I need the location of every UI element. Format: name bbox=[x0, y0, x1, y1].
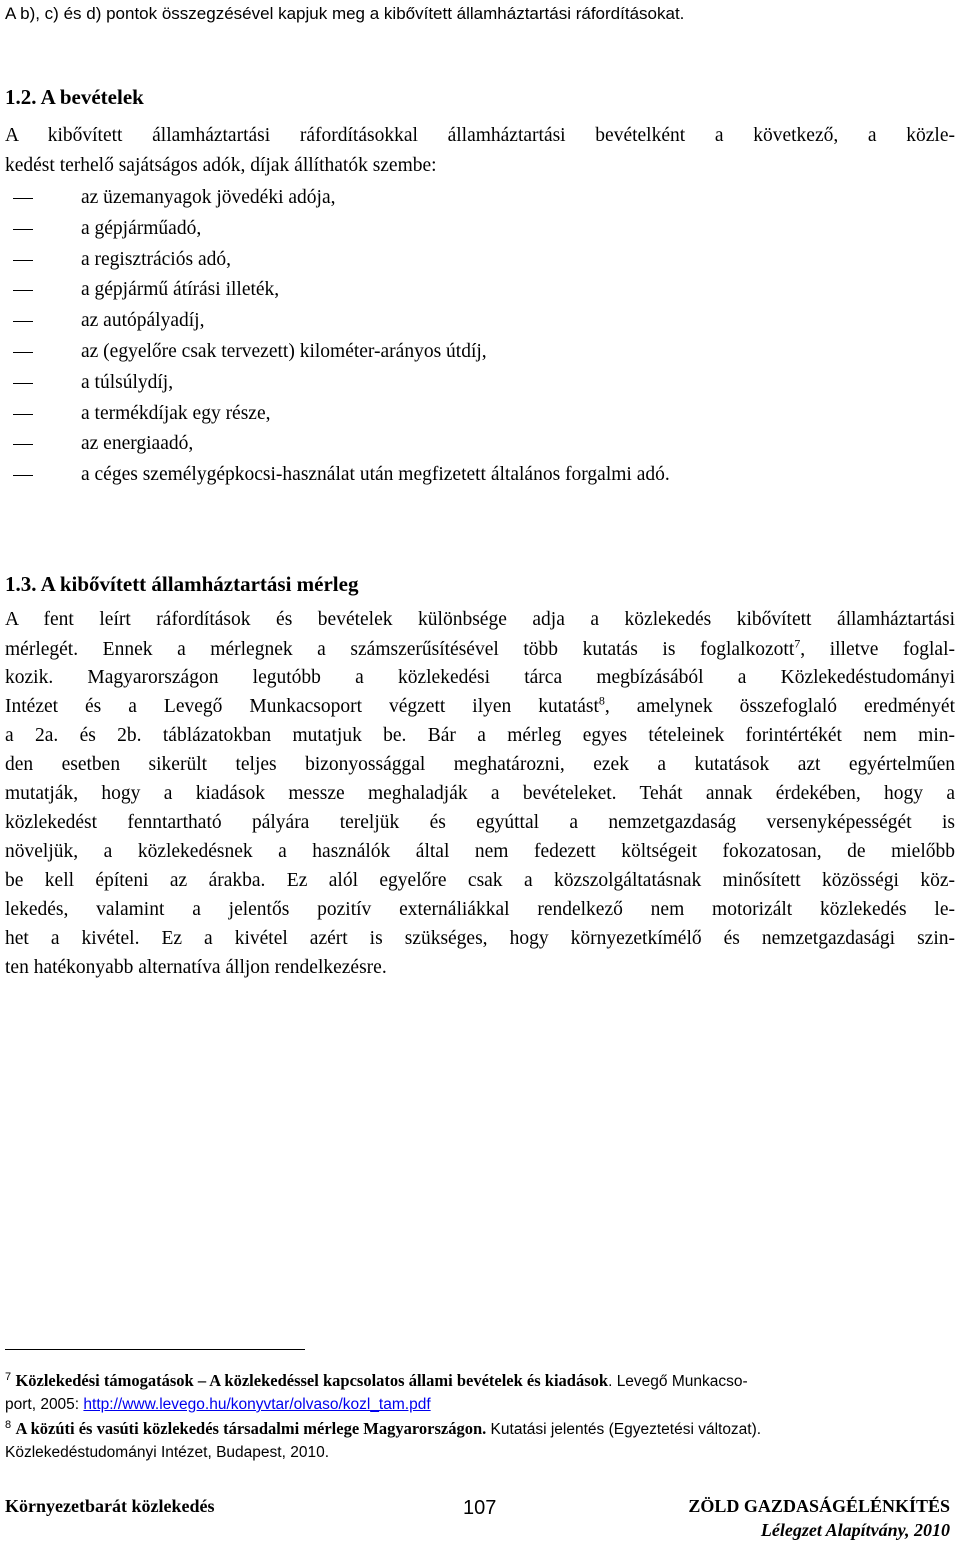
dash-bullet-icon bbox=[13, 229, 33, 230]
list-item: az energiaadó, bbox=[5, 429, 955, 460]
balance-line-4: Intézet és a Levegő Munkacsoport végzett ilyen kutatást$^8$, amelynek összefoglaló eredményét bbox=[5, 693, 955, 717]
list-item: a regisztrációs adó, bbox=[5, 245, 955, 276]
intro-sentence: A b), c) és d) pontok összegzésével kapjuk meg a kibővített államháztartási ráfordításokat. bbox=[5, 4, 685, 23]
section-heading-balance: 1.3. A kibővített államháztartási mérleg bbox=[5, 572, 359, 596]
list-item: a termékdíjak egy része, bbox=[5, 399, 955, 430]
balance-line-5: a 2a. és 2b. táblázatokban mutatjuk be. Bár a mérleg egyes tételeinek forintértékét nem min- bbox=[5, 725, 955, 746]
dash-bullet-icon bbox=[13, 198, 33, 199]
footnote-7-line-2: port, 2005: http://www.levego.hu/konyvtar/olvaso/kozl_tam.pdf bbox=[5, 1396, 431, 1413]
footnote-separator bbox=[5, 1349, 305, 1350]
dash-bullet-icon bbox=[13, 290, 33, 291]
dash-bullet-icon bbox=[13, 444, 33, 445]
revenues-paragraph-line-1: A kibővített államháztartási ráfordításokkal államháztartási bevételként a következő, a közle- bbox=[5, 125, 955, 146]
list-item: az (egyelőre csak tervezett) kilométer-arányos útdíj, bbox=[5, 337, 955, 368]
footer-right-subtitle: Lélegzet Alapítvány, 2010 bbox=[760, 1520, 950, 1540]
footer-left-title: Környezetbarát közlekedés bbox=[5, 1496, 215, 1516]
revenues-paragraph-line-2: kedést terhelő sajátságos adók, díjak állíthatók szembe: bbox=[5, 155, 437, 176]
balance-line-3: kozik. Magyarországon legutóbb a közlekedési tárca megbízásából a Közlekedéstudományi bbox=[5, 667, 955, 688]
list-item: a gépjárműadó, bbox=[5, 214, 955, 245]
balance-line-2: mérlegét. Ennek a mérlegnek a számszerűsítésével több kutatás is foglalkozott$^7$, illetve foglal- bbox=[5, 636, 955, 660]
footnote-ref-8[interactable]: 8 bbox=[598, 693, 605, 708]
footnote-7: $^7$ Közlekedési támogatások – A közlekedéssel kapcsolatos állami bevételek és kiadások. Levegő Munkacso- bbox=[5, 1370, 748, 1390]
dash-bullet-icon bbox=[13, 383, 33, 384]
balance-line-12: het a kivétel. Ez a kivétel azért is szükséges, hogy környezetkímélő és nemzetgazdasági szin- bbox=[5, 928, 955, 949]
list-item: az üzemanyagok jövedéki adója, bbox=[5, 183, 955, 214]
list-item: a gépjármű átírási illeték, bbox=[5, 275, 955, 306]
balance-line-11: lekedés, valamint a jelentős pozitív externáliákkal rendelkező nem motorizált közlekedés le- bbox=[5, 899, 955, 920]
list-item: a túlsúlydíj, bbox=[5, 368, 955, 399]
revenue-items-list bbox=[5, 183, 955, 491]
list-item: a céges személygépkocsi-használat után megfizetett általános forgalmi adó. bbox=[5, 460, 955, 491]
footnote-8: $^8$ A közúti és vasúti közlekedés társadalmi mérlege Magyarországon. Kutatási jelentés (Egyeztetési változat). bbox=[5, 1418, 762, 1438]
footnote-7-link[interactable]: http://www.levego.hu/konyvtar/olvaso/kozl_tam.pdf bbox=[83, 1396, 431, 1413]
balance-line-13: ten hatékonyabb alternatíva álljon rendelkezésre. bbox=[5, 957, 387, 978]
section-heading-revenues: 1.2. A bevételek bbox=[5, 85, 144, 109]
balance-line-1: A fent leírt ráfordítások és bevételek különbsége adja a közlekedés kibővített államháztartási bbox=[5, 609, 955, 630]
balance-line-9: növeljük, a közlekedésnek a használók által nem fedezett költségeit fokozatosan, de mielőbb bbox=[5, 841, 955, 862]
list-item: az autópályadíj, bbox=[5, 306, 955, 337]
dash-bullet-icon bbox=[13, 414, 33, 415]
page-number: 107 bbox=[463, 1497, 497, 1519]
balance-line-6: den esetben sikerült teljes bizonyossággal meghatározni, ezek a kutatások azt egyértelműen bbox=[5, 754, 955, 775]
balance-line-10: be kell építeni az árakba. Ez alól egyelőre csak a közszolgáltatásnak minősített közösségi köz- bbox=[5, 870, 955, 891]
dash-bullet-icon bbox=[13, 352, 33, 353]
dash-bullet-icon bbox=[13, 260, 33, 261]
balance-line-8: közlekedést fenntartható pályára tereljük és egyúttal a nemzetgazdaság versenyképességét is bbox=[5, 812, 955, 833]
footer-right-title: ZÖLD GAZDASÁGÉLÉNKÍTÉS bbox=[688, 1496, 950, 1516]
footnote-8-line-2: Közlekedéstudományi Intézet, Budapest, 2010. bbox=[5, 1444, 329, 1461]
balance-line-7: mutatják, hogy a kiadások messze meghaladják a bevételeket. Tehát annak érdekében, hogy a bbox=[5, 783, 955, 804]
footnote-ref-7[interactable]: 7 bbox=[794, 636, 801, 651]
dash-bullet-icon bbox=[13, 475, 33, 476]
dash-bullet-icon bbox=[13, 321, 33, 322]
